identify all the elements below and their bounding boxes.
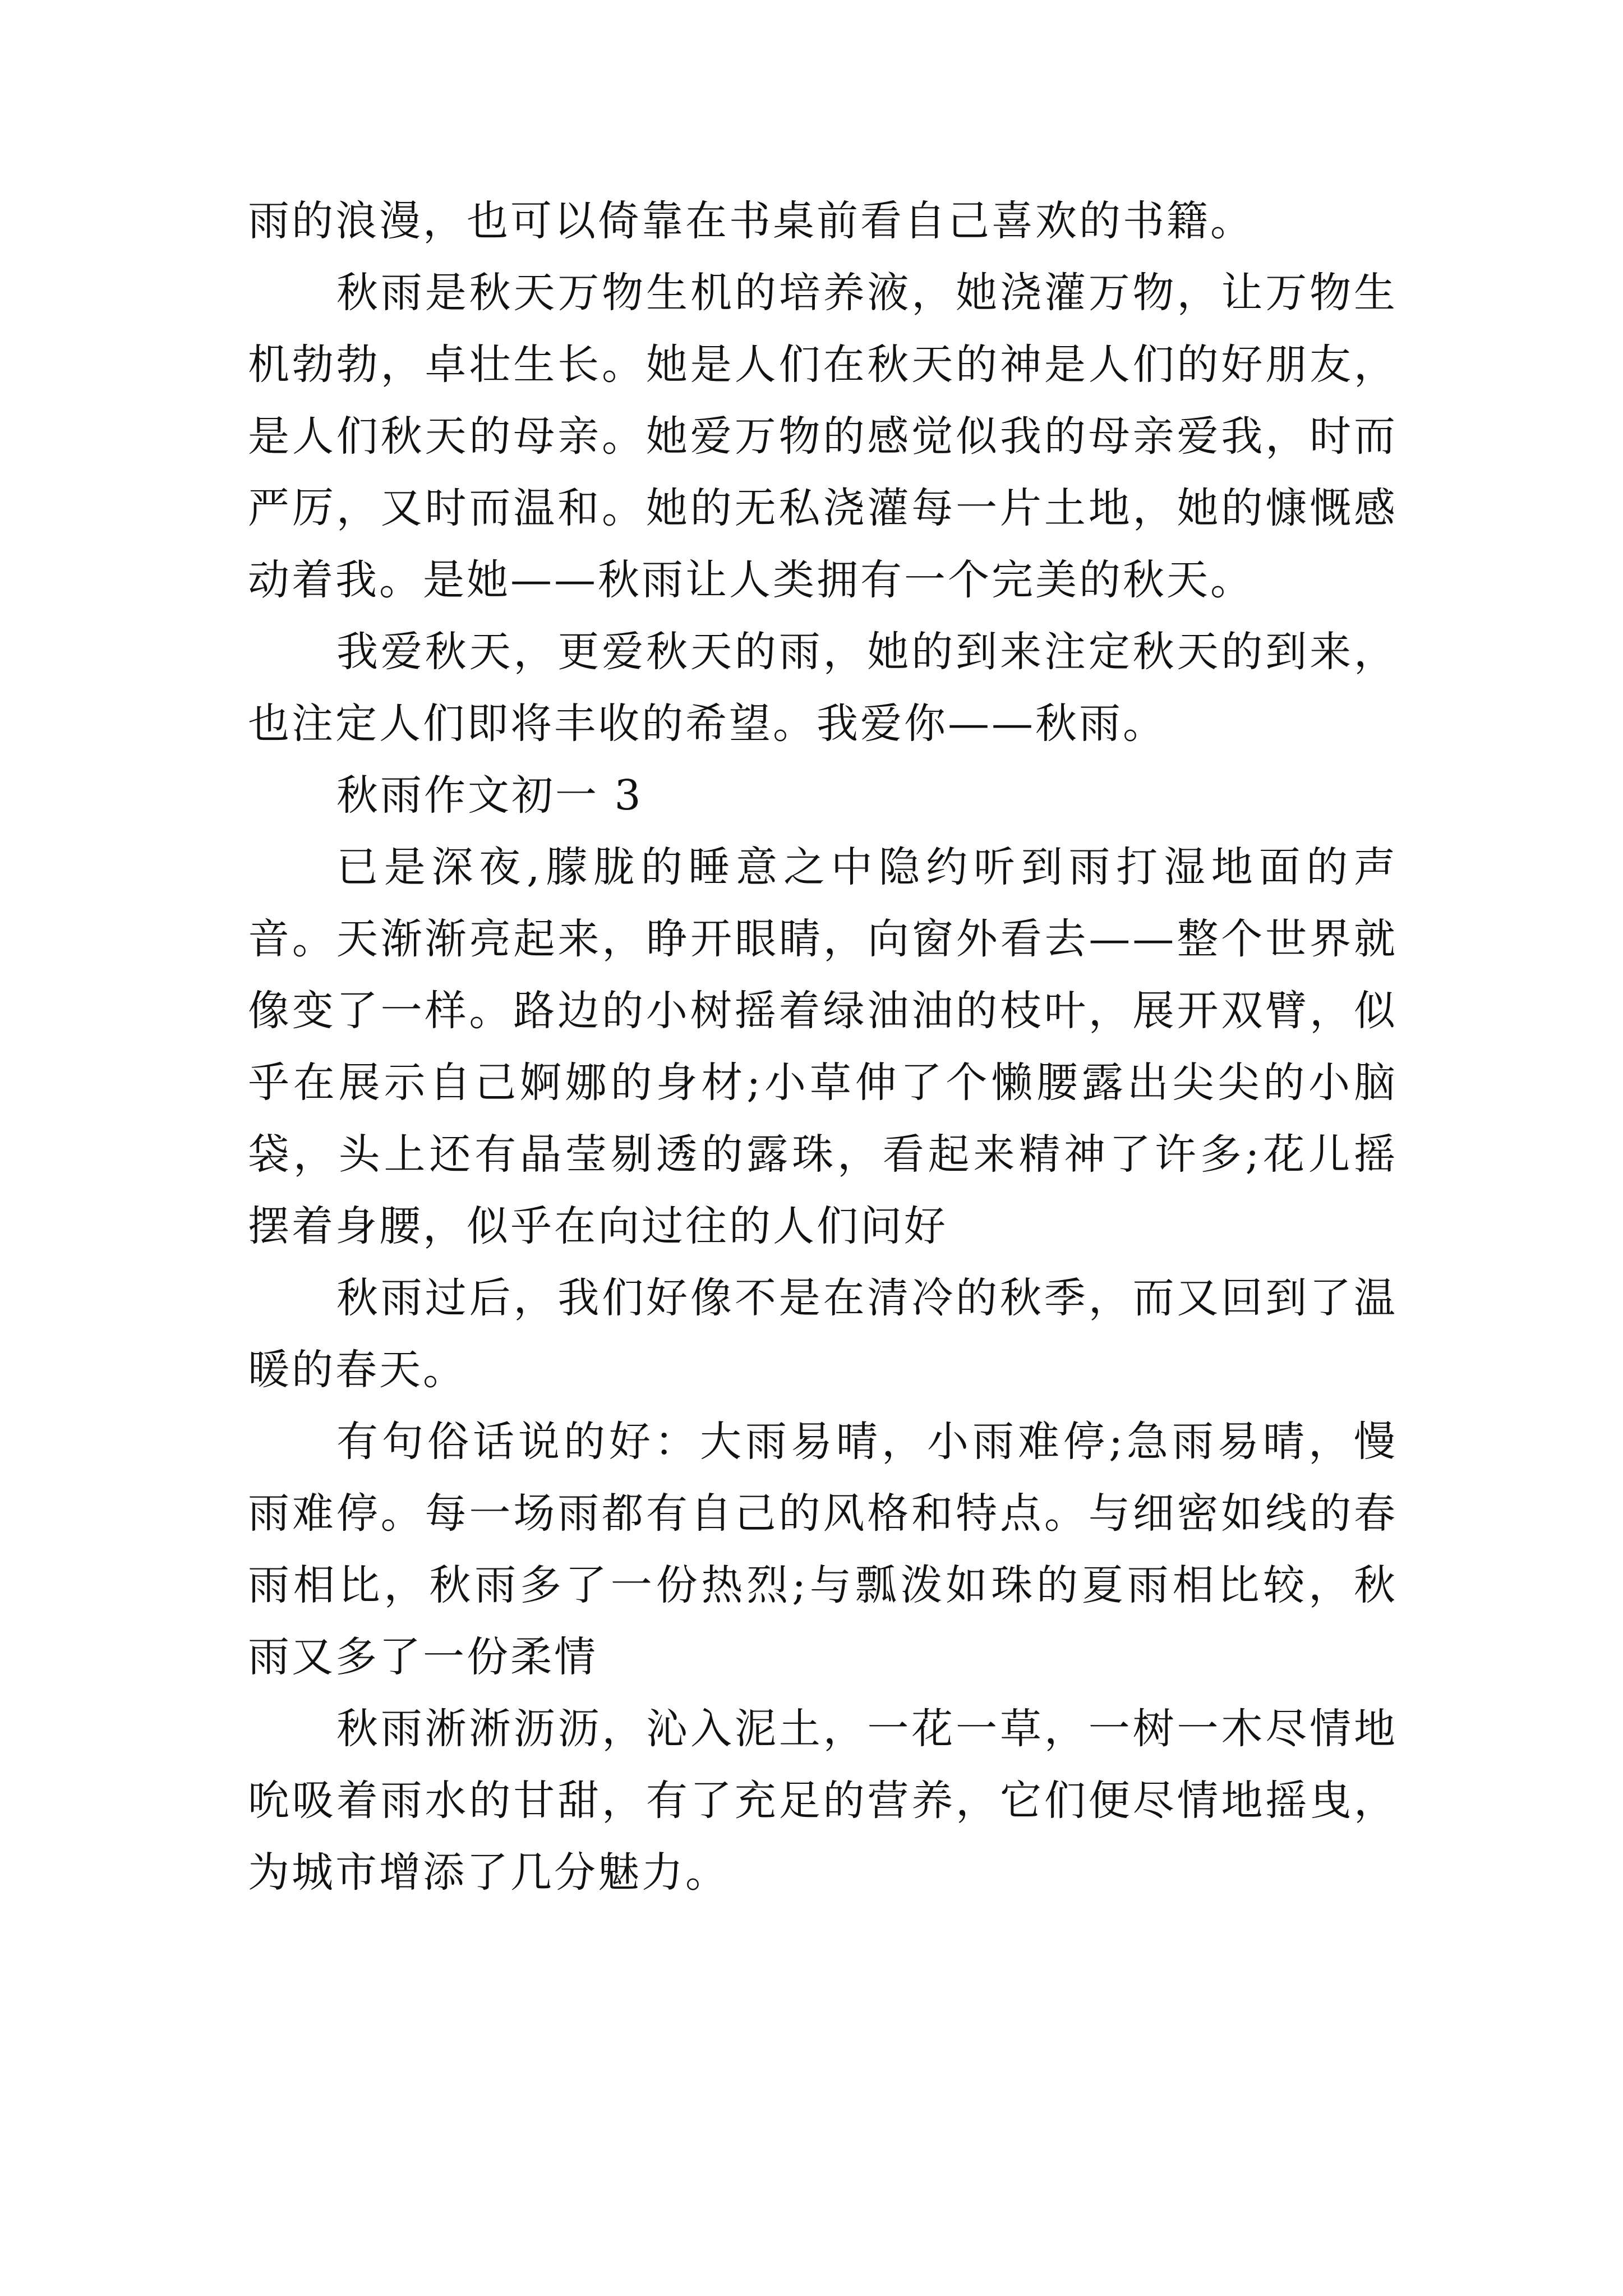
document-body — [248, 185, 1398, 1908]
paragraph-love-autumn: 我爱秋天，更爱秋天的雨，她的到来注定秋天的到来，也注定人们即将丰收的希望。我爱你——秋雨。 — [248, 628, 1398, 748]
section-heading: 秋雨作文初一 3 — [336, 771, 643, 820]
paragraph-after-rain: 秋雨过后，我们好像不是在清冷的秋季，而又回到了温暖的春天。 — [248, 1274, 1398, 1394]
paragraph-continuation: 雨的浪漫，也可以倚靠在书桌前看自己喜欢的书籍。 — [248, 197, 1254, 245]
paragraph-late-night-rain: 已是深夜,朦胧的睡意之中隐约听到雨打湿地面的声音。天渐渐亮起来，睁开眼睛，向窗外看去——整个世界就像变了一样。路边的小树摇着绿油油的枝叶，展开双臂，似乎在展示自己婀娜的身材;小草伸了个懒腰露出尖尖的小脑袋，头上还有晶莹剔透的露珠，看起来精神了许多;花儿摇摆着身腰，似乎在向过往的人们问好 — [248, 843, 1398, 1250]
paragraph-autumn-rain-nourishment: 秋雨是秋天万物生机的培养液，她浇灌万物，让万物生机勃勃，卓壮生长。她是人们在秋天的神是人们的好朋友，是人们秋天的母亲。她爱万物的感觉似我的母亲爱我，时而严厉，又时而温和。她的无私浇灌每一片土地，她的慷慨感动着我。是她——秋雨让人类拥有一个完美的秋天。 — [248, 269, 1398, 604]
paragraph-rain-nourishes-city: 秋雨淅淅沥沥，沁入泥土，一花一草，一树一木尽情地吮吸着雨水的甘甜，有了充足的营养，它们便尽情地摇曳，为城市增添了几分魅力。 — [248, 1705, 1398, 1897]
paragraph-proverb: 有句俗话说的好：大雨易晴，小雨难停;急雨易晴，慢雨难停。每一场雨都有自己的风格和特点。与细密如线的春雨相比，秋雨多了一份热烈;与瓢泼如珠的夏雨相比较，秋雨又多了一份柔情 — [248, 1418, 1398, 1681]
